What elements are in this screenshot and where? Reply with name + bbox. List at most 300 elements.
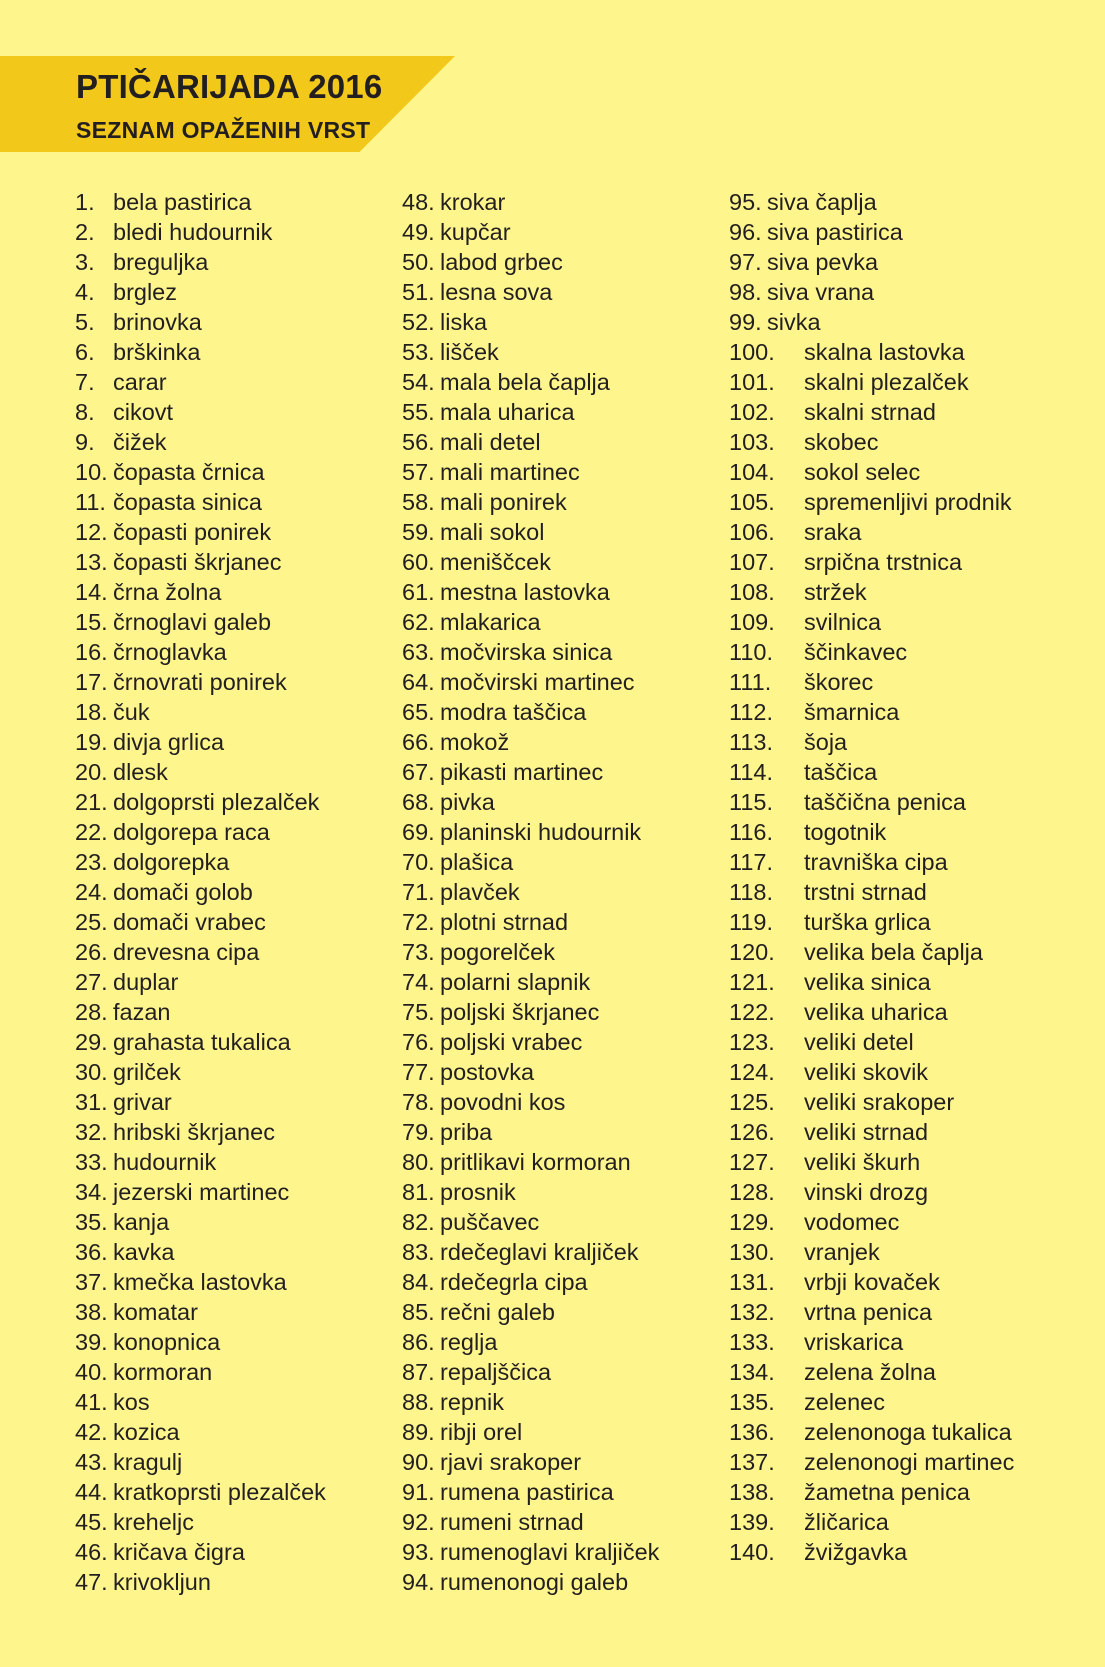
species-number: 117. <box>729 849 773 875</box>
list-item <box>729 277 1014 307</box>
list-item <box>729 1117 1014 1147</box>
species-name: žametna penica <box>804 1479 970 1505</box>
species-name: brškinka <box>113 339 201 365</box>
list-item <box>729 1537 1014 1567</box>
species-name: skalna lastovka <box>804 339 965 365</box>
list-item <box>729 247 1014 277</box>
species-number: 57. <box>402 459 435 485</box>
species-name: poljski vrabec <box>440 1029 583 1055</box>
species-number: 140. <box>729 1539 775 1565</box>
species-number: 22. <box>75 819 108 845</box>
list-item <box>402 787 659 817</box>
list-item <box>75 1387 326 1417</box>
list-item <box>729 787 1014 817</box>
species-number: 89. <box>402 1419 435 1445</box>
species-name: pogorelček <box>440 939 555 965</box>
species-number: 94. <box>402 1569 435 1595</box>
list-item <box>402 607 659 637</box>
species-number: 107. <box>729 549 775 575</box>
species-name: zelenonoga tukalica <box>804 1419 1012 1445</box>
list-item <box>402 457 659 487</box>
list-item <box>75 817 326 847</box>
list-item <box>75 937 326 967</box>
species-number: 130. <box>729 1239 775 1265</box>
species-number: 39. <box>75 1329 108 1355</box>
species-number: 95. <box>729 189 762 215</box>
species-name: sivka <box>767 309 821 335</box>
species-number: 75. <box>402 999 435 1025</box>
species-name: plotni strnad <box>440 909 569 935</box>
species-name: hudournik <box>113 1149 217 1175</box>
species-number: 122. <box>729 999 775 1025</box>
species-number: 9. <box>75 429 95 455</box>
list-item <box>75 1327 326 1357</box>
species-name: pritlikavi kormoran <box>440 1149 631 1175</box>
list-item <box>75 877 326 907</box>
species-number: 29. <box>75 1029 108 1055</box>
list-item <box>402 907 659 937</box>
list-item <box>402 517 659 547</box>
list-item <box>729 427 1014 457</box>
list-item <box>75 1237 326 1267</box>
list-item <box>75 547 326 577</box>
species-column-2 <box>402 187 659 1597</box>
list-item <box>402 1207 659 1237</box>
species-name: rumena pastirica <box>440 1479 614 1505</box>
species-number: 61. <box>402 579 435 605</box>
species-number: 58. <box>402 489 435 515</box>
list-item <box>729 577 1014 607</box>
list-item <box>402 667 659 697</box>
species-number: 88. <box>402 1389 435 1415</box>
list-item <box>402 697 659 727</box>
species-number: 69. <box>402 819 435 845</box>
list-item <box>729 907 1014 937</box>
species-name: prosnik <box>440 1179 516 1205</box>
species-number: 6. <box>75 339 95 365</box>
list-item <box>75 457 326 487</box>
species-number: 43. <box>75 1449 108 1475</box>
species-number: 106. <box>729 519 775 545</box>
species-name: pivka <box>440 789 495 815</box>
species-number: 133. <box>729 1329 775 1355</box>
list-item <box>402 1387 659 1417</box>
species-name: taščica <box>804 759 878 785</box>
species-number: 118. <box>729 879 773 905</box>
list-item <box>402 1327 659 1357</box>
list-item <box>75 217 326 247</box>
species-number: 51. <box>402 279 435 305</box>
species-name: sokol selec <box>804 459 921 485</box>
species-number: 127. <box>729 1149 775 1175</box>
species-name: kanja <box>113 1209 170 1235</box>
species-name: siva pevka <box>767 249 879 275</box>
species-number: 13. <box>75 549 108 575</box>
list-item <box>402 967 659 997</box>
species-name: bela pastirica <box>113 189 252 215</box>
species-name: domači golob <box>113 879 253 905</box>
list-item <box>729 667 1014 697</box>
species-name: cikovt <box>113 399 174 425</box>
species-number: 2. <box>75 219 95 245</box>
species-number: 3. <box>75 249 95 275</box>
species-number: 105. <box>729 489 775 515</box>
species-name: vodomec <box>804 1209 900 1235</box>
list-item <box>402 367 659 397</box>
list-item <box>729 487 1014 517</box>
list-item <box>402 757 659 787</box>
list-item <box>402 817 659 847</box>
species-name: skobec <box>804 429 879 455</box>
list-item <box>75 427 326 457</box>
species-name: veliki škurh <box>804 1149 921 1175</box>
list-item <box>729 637 1014 667</box>
species-name: togotnik <box>804 819 887 845</box>
species-name: travniška cipa <box>804 849 948 875</box>
list-item <box>729 847 1014 877</box>
species-number: 32. <box>75 1119 108 1145</box>
species-number: 114. <box>729 759 773 785</box>
species-name: krivokljun <box>113 1569 211 1595</box>
species-name: turška grlica <box>804 909 931 935</box>
species-name: kreheljc <box>113 1509 194 1535</box>
species-name: sraka <box>804 519 862 545</box>
list-item <box>402 1057 659 1087</box>
species-number: 14. <box>75 579 108 605</box>
species-number: 93. <box>402 1539 435 1565</box>
list-item <box>402 1027 659 1057</box>
list-item <box>75 727 326 757</box>
list-item <box>75 847 326 877</box>
species-name: povodni kos <box>440 1089 566 1115</box>
list-item <box>402 1237 659 1267</box>
species-name: carar <box>113 369 167 395</box>
species-name: divja grlica <box>113 729 225 755</box>
species-number: 55. <box>402 399 435 425</box>
species-number: 86. <box>402 1329 435 1355</box>
species-number: 135. <box>729 1389 775 1415</box>
list-item <box>402 1147 659 1177</box>
species-name: lesna sova <box>440 279 553 305</box>
list-item <box>729 1297 1014 1327</box>
species-number: 44. <box>75 1479 108 1505</box>
species-name: močvirski martinec <box>440 669 635 695</box>
list-item <box>75 577 326 607</box>
list-item <box>75 187 326 217</box>
species-name: čopasta sinica <box>113 489 262 515</box>
species-name: krokar <box>440 189 506 215</box>
species-name: šoja <box>804 729 848 755</box>
species-name: kričava čigra <box>113 1539 245 1565</box>
species-name: vrtna penica <box>804 1299 933 1325</box>
species-name: črnoglavi galeb <box>113 609 272 635</box>
list-item <box>402 187 659 217</box>
list-item <box>729 607 1014 637</box>
species-number: 59. <box>402 519 435 545</box>
species-name: polarni slapnik <box>440 969 591 995</box>
species-name: drevesna cipa <box>113 939 260 965</box>
species-number: 128. <box>729 1179 775 1205</box>
species-number: 78. <box>402 1089 435 1115</box>
species-name: kmečka lastovka <box>113 1269 287 1295</box>
species-name: duplar <box>113 969 179 995</box>
list-item <box>729 397 1014 427</box>
species-number: 116. <box>729 819 773 845</box>
species-name: lišček <box>440 339 499 365</box>
species-number: 1. <box>75 189 95 215</box>
list-item <box>729 517 1014 547</box>
species-name: svilnica <box>804 609 882 635</box>
species-number: 30. <box>75 1059 108 1085</box>
species-number: 68. <box>402 789 435 815</box>
species-name: rečni galeb <box>440 1299 555 1325</box>
species-name: siva vrana <box>767 279 875 305</box>
species-name: črnoglavka <box>113 639 227 665</box>
species-name: kragulj <box>113 1449 183 1475</box>
species-number: 131. <box>729 1269 775 1295</box>
species-number: 108. <box>729 579 775 605</box>
species-number: 37. <box>75 1269 108 1295</box>
list-item <box>75 397 326 427</box>
list-item <box>402 1177 659 1207</box>
list-item <box>729 307 1014 337</box>
species-name: spremenljivi prodnik <box>804 489 1012 515</box>
list-item <box>75 1087 326 1117</box>
list-item <box>729 337 1014 367</box>
list-item <box>75 247 326 277</box>
species-name: škorec <box>804 669 874 695</box>
species-number: 19. <box>75 729 108 755</box>
list-item <box>75 277 326 307</box>
species-number: 26. <box>75 939 108 965</box>
species-name: domači vrabec <box>113 909 266 935</box>
species-name: kavka <box>113 1239 175 1265</box>
species-number: 90. <box>402 1449 435 1475</box>
list-item <box>402 1417 659 1447</box>
species-name: postovka <box>440 1059 535 1085</box>
species-number: 138. <box>729 1479 775 1505</box>
species-name: zelenonogi martinec <box>804 1449 1015 1475</box>
species-name: kozica <box>113 1419 180 1445</box>
species-name: čopasti ponirek <box>113 519 272 545</box>
species-number: 31. <box>75 1089 108 1115</box>
species-name: mali detel <box>440 429 541 455</box>
species-name: rjavi srakoper <box>440 1449 582 1475</box>
species-number: 123. <box>729 1029 775 1055</box>
species-number: 16. <box>75 639 108 665</box>
species-number: 36. <box>75 1239 108 1265</box>
list-item <box>75 607 326 637</box>
species-number: 101. <box>729 369 775 395</box>
list-item <box>729 697 1014 727</box>
species-number: 56. <box>402 429 435 455</box>
species-number: 24. <box>75 879 108 905</box>
list-item <box>729 1177 1014 1207</box>
species-name: čižek <box>113 429 167 455</box>
species-number: 8. <box>75 399 95 425</box>
species-number: 120. <box>729 939 775 965</box>
list-item <box>402 1507 659 1537</box>
species-number: 33. <box>75 1149 108 1175</box>
list-item <box>729 457 1014 487</box>
species-number: 119. <box>729 909 773 935</box>
species-number: 5. <box>75 309 95 335</box>
species-number: 62. <box>402 609 435 635</box>
species-number: 96. <box>729 219 762 245</box>
page-title: PTIČARIJADA 2016 <box>76 68 383 105</box>
species-number: 73. <box>402 939 435 965</box>
list-item <box>75 1507 326 1537</box>
species-number: 126. <box>729 1119 775 1145</box>
list-item <box>402 877 659 907</box>
list-item <box>75 1537 326 1567</box>
species-number: 17. <box>75 669 108 695</box>
species-name: modra taščica <box>440 699 587 725</box>
list-item <box>402 1297 659 1327</box>
species-name: trstni strnad <box>804 879 927 905</box>
species-name: rdečeglavi kraljiček <box>440 1239 639 1265</box>
species-number: 52. <box>402 309 435 335</box>
species-number: 34. <box>75 1179 108 1205</box>
species-number: 137. <box>729 1449 775 1475</box>
species-number: 79. <box>402 1119 435 1145</box>
list-item <box>75 487 326 517</box>
list-item <box>402 577 659 607</box>
list-item <box>729 1327 1014 1357</box>
species-name: črnovrati ponirek <box>113 669 287 695</box>
list-item <box>402 427 659 457</box>
list-item <box>75 1177 326 1207</box>
species-number: 132. <box>729 1299 775 1325</box>
species-number: 83. <box>402 1239 435 1265</box>
species-number: 21. <box>75 789 108 815</box>
page-subtitle: SEZNAM OPAŽENIH VRST <box>76 117 371 143</box>
list-item <box>402 217 659 247</box>
species-name: plašica <box>440 849 514 875</box>
list-item <box>402 307 659 337</box>
species-number: 18. <box>75 699 108 725</box>
species-name: mala uharica <box>440 399 575 425</box>
species-number: 70. <box>402 849 435 875</box>
species-name: čopasti škrjanec <box>113 549 282 575</box>
list-item <box>402 1087 659 1117</box>
species-name: pikasti martinec <box>440 759 604 785</box>
list-item <box>729 1267 1014 1297</box>
list-item <box>729 967 1014 997</box>
species-name: vrbji kovaček <box>804 1269 940 1295</box>
species-name: črna žolna <box>113 579 222 605</box>
species-number: 109. <box>729 609 775 635</box>
species-number: 92. <box>402 1509 435 1535</box>
species-name: žličarica <box>804 1509 889 1535</box>
species-name: poljski škrjanec <box>440 999 600 1025</box>
species-name: grahasta tukalica <box>113 1029 291 1055</box>
species-name: labod grbec <box>440 249 563 275</box>
species-name: dlesk <box>113 759 168 785</box>
list-item <box>75 1297 326 1327</box>
list-item <box>402 727 659 757</box>
species-number: 45. <box>75 1509 108 1535</box>
species-number: 97. <box>729 249 762 275</box>
species-name: čuk <box>113 699 150 725</box>
species-number: 136. <box>729 1419 775 1445</box>
species-name: zelenec <box>804 1389 885 1415</box>
list-item <box>402 937 659 967</box>
species-number: 99. <box>729 309 762 335</box>
species-name: puščavec <box>440 1209 540 1235</box>
species-name: meniščcek <box>440 549 552 575</box>
species-number: 91. <box>402 1479 435 1505</box>
species-number: 41. <box>75 1389 108 1415</box>
list-item <box>75 367 326 397</box>
species-name: velika bela čaplja <box>804 939 983 965</box>
species-name: ščinkavec <box>804 639 908 665</box>
species-number: 76. <box>402 1029 435 1055</box>
species-number: 103. <box>729 429 775 455</box>
list-item <box>75 997 326 1027</box>
species-name: kupčar <box>440 219 511 245</box>
species-name: dolgorepa raca <box>113 819 270 845</box>
species-number: 64. <box>402 669 435 695</box>
species-name: dolgoprsti plezalček <box>113 789 320 815</box>
species-name: komatar <box>113 1299 198 1325</box>
list-item <box>402 1537 659 1567</box>
species-name: močvirska sinica <box>440 639 613 665</box>
list-item <box>75 1147 326 1177</box>
list-item <box>75 1477 326 1507</box>
species-name: brglez <box>113 279 178 305</box>
species-number: 72. <box>402 909 435 935</box>
list-item <box>75 1027 326 1057</box>
species-number: 47. <box>75 1569 108 1595</box>
species-name: repnik <box>440 1389 505 1415</box>
species-name: veliki srakoper <box>804 1089 955 1115</box>
species-name: grilček <box>113 1059 181 1085</box>
list-item <box>402 1117 659 1147</box>
species-number: 40. <box>75 1359 108 1385</box>
species-name: mali martinec <box>440 459 580 485</box>
species-name: planinski hudournik <box>440 819 642 845</box>
list-item <box>729 1147 1014 1177</box>
species-name: mokož <box>440 729 510 755</box>
list-item <box>75 1207 326 1237</box>
species-name: skalni plezalček <box>804 369 969 395</box>
list-item <box>729 937 1014 967</box>
list-item <box>402 1357 659 1387</box>
list-item <box>75 967 326 997</box>
list-item <box>729 1357 1014 1387</box>
species-number: 12. <box>75 519 108 545</box>
species-number: 65. <box>402 699 435 725</box>
species-column-1 <box>75 187 326 1597</box>
species-name: velika sinica <box>804 969 931 995</box>
list-item <box>402 277 659 307</box>
species-name: brinovka <box>113 309 202 335</box>
species-number: 100. <box>729 339 775 365</box>
list-item <box>402 1267 659 1297</box>
species-number: 87. <box>402 1359 435 1385</box>
list-item <box>75 667 326 697</box>
species-name: bledi hudournik <box>113 219 273 245</box>
list-item <box>729 757 1014 787</box>
species-number: 85. <box>402 1299 435 1325</box>
species-name: repaljščica <box>440 1359 552 1385</box>
list-item <box>729 1057 1014 1087</box>
species-name: mlakarica <box>440 609 541 635</box>
species-name: rumenonogi galeb <box>440 1569 629 1595</box>
list-item <box>75 1417 326 1447</box>
species-number: 115. <box>729 789 773 815</box>
